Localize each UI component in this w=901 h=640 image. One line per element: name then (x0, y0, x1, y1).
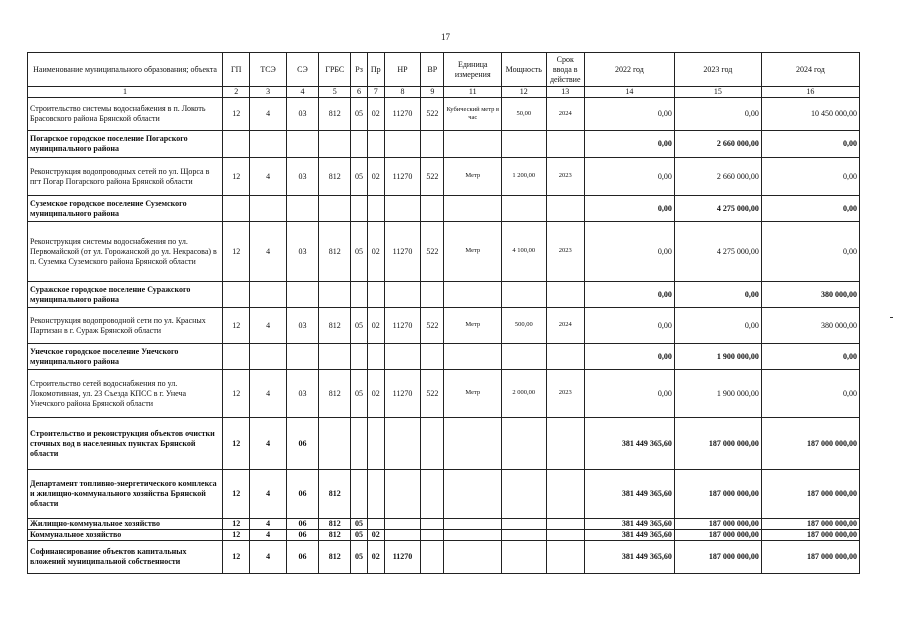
cell-name: Реконструкция водопроводной сети по ул. Красных Партизан в г. Сураж Брянской области (28, 308, 223, 344)
cell-y2023: 1 900 000,00 (674, 344, 761, 370)
cell-term: 2024 (546, 98, 584, 131)
header-grbs: ГРБС (319, 53, 351, 87)
table-row (28, 308, 860, 344)
cell-y2023: 187 000 000,00 (674, 470, 761, 519)
cell-rz: 05 (351, 222, 367, 282)
cell-nr (384, 530, 420, 541)
cell-pr (367, 418, 384, 470)
cell-term: 2023 (546, 158, 584, 196)
cell-vr (421, 530, 444, 541)
cell-nr (384, 282, 420, 308)
cell-rz (351, 344, 367, 370)
column-number-name: 1 (28, 87, 223, 98)
cell-rz: 05 (351, 541, 367, 574)
cell-term (546, 131, 584, 158)
column-number-gp: 2 (223, 87, 250, 98)
cell-tse: 4 (250, 98, 286, 131)
cell-pr: 02 (367, 158, 384, 196)
cell-gp: 12 (223, 222, 250, 282)
cell-pr: 02 (367, 308, 384, 344)
cell-vr: 522 (421, 158, 444, 196)
cell-pr: 02 (367, 98, 384, 131)
cell-tse: 4 (250, 418, 286, 470)
cell-name: Реконструкция системы водоснабжения по ул. Первомайской (от ул. Горожанской до ул. Некрасова) в п. Суземка Суземского района Брянской области (28, 222, 223, 282)
cell-name: Унечское городское поселение Унечского муниципального района (28, 344, 223, 370)
cell-tse (250, 344, 286, 370)
table-row (28, 370, 860, 418)
cell-capacity (502, 131, 546, 158)
cell-grbs: 812 (319, 222, 351, 282)
cell-y2024: 0,00 (761, 370, 859, 418)
cell-term (546, 530, 584, 541)
cell-term (546, 418, 584, 470)
cell-se (286, 131, 318, 158)
cell-gp: 12 (223, 158, 250, 196)
cell-nr: 11270 (384, 541, 420, 574)
cell-y2022: 381 449 365,60 (584, 470, 674, 519)
cell-se: 03 (286, 308, 318, 344)
cell-nr (384, 131, 420, 158)
cell-grbs (319, 196, 351, 222)
cell-y2023: 4 275 000,00 (674, 222, 761, 282)
table-row (28, 530, 860, 541)
cell-nr: 11270 (384, 370, 420, 418)
cell-se: 06 (286, 541, 318, 574)
cell-pr (367, 344, 384, 370)
cell-tse: 4 (250, 308, 286, 344)
cell-tse (250, 282, 286, 308)
cell-rz: 05 (351, 370, 367, 418)
cell-gp: 12 (223, 541, 250, 574)
cell-rz: 05 (351, 98, 367, 131)
cell-y2022: 0,00 (584, 282, 674, 308)
cell-gp: 12 (223, 308, 250, 344)
cell-y2024: 0,00 (761, 131, 859, 158)
cell-capacity: 1 200,00 (502, 158, 546, 196)
cell-nr: 11270 (384, 98, 420, 131)
cell-grbs (319, 282, 351, 308)
cell-pr: 02 (367, 530, 384, 541)
table-row (28, 98, 860, 131)
cell-pr (367, 519, 384, 530)
cell-gp: 12 (223, 519, 250, 530)
cell-tse: 4 (250, 158, 286, 196)
cell-vr (421, 344, 444, 370)
cell-name: Софинансирование объектов капитальных вложений муниципальной собственности (28, 541, 223, 574)
cell-se: 03 (286, 222, 318, 282)
cell-y2024: 380 000,00 (761, 282, 859, 308)
cell-name: Строительство системы водоснабжения в п. Локоть Брасовского района Брянской области (28, 98, 223, 131)
column-number-nr: 8 (384, 87, 420, 98)
cell-unit: Метр (444, 222, 502, 282)
cell-y2022: 381 449 365,60 (584, 541, 674, 574)
cell-tse: 4 (250, 541, 286, 574)
cell-grbs (319, 131, 351, 158)
cell-unit (444, 282, 502, 308)
cell-nr (384, 470, 420, 519)
cell-y2024: 0,00 (761, 158, 859, 196)
cell-vr (421, 541, 444, 574)
header-capacity: Мощность (502, 53, 546, 87)
cell-name: Погарское городское поселение Погарского муниципального района (28, 131, 223, 158)
cell-y2024: 10 450 000,00 (761, 98, 859, 131)
cell-se (286, 344, 318, 370)
column-number-y2023: 15 (674, 87, 761, 98)
cell-y2022: 381 449 365,60 (584, 530, 674, 541)
cell-pr: 02 (367, 541, 384, 574)
header-rz: Рз (351, 53, 367, 87)
cell-y2024: 380 000,00 (761, 308, 859, 344)
cell-grbs (319, 418, 351, 470)
cell-pr: 02 (367, 370, 384, 418)
cell-name: Строительство сетей водоснабжения по ул. Локомотивная, ул. 23 Съезда КПСС в г. Унеча Унечского района Брянской области (28, 370, 223, 418)
cell-rz: 05 (351, 308, 367, 344)
table-row (28, 344, 860, 370)
cell-gp: 12 (223, 370, 250, 418)
cell-y2023: 187 000 000,00 (674, 519, 761, 530)
cell-se: 06 (286, 470, 318, 519)
header-unit: Единица измерения (444, 53, 502, 87)
cell-term: 2023 (546, 370, 584, 418)
cell-term (546, 196, 584, 222)
cell-y2022: 0,00 (584, 131, 674, 158)
cell-capacity (502, 282, 546, 308)
table-row (28, 282, 860, 308)
cell-y2022: 381 449 365,60 (584, 519, 674, 530)
cell-grbs: 812 (319, 530, 351, 541)
cell-tse: 4 (250, 370, 286, 418)
cell-vr (421, 196, 444, 222)
cell-se: 06 (286, 418, 318, 470)
cell-term (546, 519, 584, 530)
cell-y2022: 0,00 (584, 370, 674, 418)
column-number-unit: 11 (444, 87, 502, 98)
cell-nr (384, 418, 420, 470)
cell-y2024: 0,00 (761, 344, 859, 370)
cell-unit (444, 541, 502, 574)
column-number-se: 4 (286, 87, 318, 98)
cell-unit (444, 418, 502, 470)
cell-unit: Метр (444, 308, 502, 344)
cell-pr (367, 470, 384, 519)
table-row (28, 470, 860, 519)
cell-vr (421, 519, 444, 530)
cell-pr (367, 196, 384, 222)
header-nr: НР (384, 53, 420, 87)
cell-name: Суражское городское поселение Суражского муниципального района (28, 282, 223, 308)
cell-y2023: 187 000 000,00 (674, 418, 761, 470)
cell-tse: 4 (250, 222, 286, 282)
cell-rz (351, 131, 367, 158)
header-name: Наименование муниципального образования; объекта (28, 53, 223, 87)
cell-y2024: 187 000 000,00 (761, 418, 859, 470)
cell-gp: 12 (223, 470, 250, 519)
cell-nr (384, 196, 420, 222)
cell-rz (351, 282, 367, 308)
header-tse: ТСЭ (250, 53, 286, 87)
column-number-term: 13 (546, 87, 584, 98)
cell-rz: 05 (351, 530, 367, 541)
cell-unit (444, 344, 502, 370)
cell-rz (351, 418, 367, 470)
cell-name: Реконструкция водопроводных сетей по ул. Щорса в пгт Погар Погарского района Брянской области (28, 158, 223, 196)
cell-se: 03 (286, 158, 318, 196)
cell-vr: 522 (421, 308, 444, 344)
cell-nr: 11270 (384, 158, 420, 196)
cell-se: 06 (286, 519, 318, 530)
cell-rz: 05 (351, 519, 367, 530)
header-gp: ГП (223, 53, 250, 87)
cell-gp (223, 196, 250, 222)
cell-term (546, 470, 584, 519)
budget-table (27, 52, 860, 574)
cell-nr (384, 344, 420, 370)
cell-tse: 4 (250, 519, 286, 530)
column-number-row (28, 87, 860, 98)
cell-nr: 11270 (384, 222, 420, 282)
table-row (28, 222, 860, 282)
table-row (28, 131, 860, 158)
cell-unit (444, 519, 502, 530)
cell-y2023: 187 000 000,00 (674, 530, 761, 541)
cell-term (546, 541, 584, 574)
header-y2022: 2022 год (584, 53, 674, 87)
cell-capacity (502, 196, 546, 222)
cell-y2023: 4 275 000,00 (674, 196, 761, 222)
cell-nr: 11270 (384, 308, 420, 344)
cell-rz: 05 (351, 158, 367, 196)
table-row (28, 519, 860, 530)
cell-tse (250, 131, 286, 158)
cell-capacity (502, 418, 546, 470)
cell-y2022: 0,00 (584, 98, 674, 131)
cell-gp: 12 (223, 418, 250, 470)
cell-y2024: 187 000 000,00 (761, 470, 859, 519)
cell-grbs: 812 (319, 541, 351, 574)
cell-y2024: 187 000 000,00 (761, 519, 859, 530)
cell-name: Суземское городское поселение Суземского муниципального района (28, 196, 223, 222)
cell-name: Строительство и реконструкция объектов очистки сточных вод в населенных пунктах Брянской области (28, 418, 223, 470)
cell-grbs (319, 344, 351, 370)
cell-pr (367, 282, 384, 308)
cell-vr (421, 282, 444, 308)
cell-y2022: 381 449 365,60 (584, 418, 674, 470)
page-number: 17 (441, 32, 450, 42)
table-row (28, 541, 860, 574)
cell-grbs: 812 (319, 308, 351, 344)
cell-y2022: 0,00 (584, 222, 674, 282)
cell-unit (444, 470, 502, 519)
cell-tse (250, 196, 286, 222)
column-number-y2022: 14 (584, 87, 674, 98)
cell-vr (421, 418, 444, 470)
cell-unit (444, 530, 502, 541)
cell-capacity (502, 519, 546, 530)
cell-rz (351, 470, 367, 519)
cell-y2024: 0,00 (761, 222, 859, 282)
cell-unit: Кубический метр в час (444, 98, 502, 131)
header-y2024: 2024 год (761, 53, 859, 87)
cell-grbs: 812 (319, 470, 351, 519)
cell-y2022: 0,00 (584, 196, 674, 222)
cell-unit (444, 131, 502, 158)
cell-grbs: 812 (319, 98, 351, 131)
cell-capacity: 4 100,00 (502, 222, 546, 282)
cell-capacity: 500,00 (502, 308, 546, 344)
cell-gp: 12 (223, 530, 250, 541)
cell-term: 2024 (546, 308, 584, 344)
cell-capacity (502, 530, 546, 541)
cell-name: Департамент топливно-энергетического комплекса и жилищно-коммунального хозяйства Брянской области (28, 470, 223, 519)
cell-y2023: 0,00 (674, 308, 761, 344)
cell-unit (444, 196, 502, 222)
cell-se: 03 (286, 98, 318, 131)
header-pr: Пр (367, 53, 384, 87)
cell-capacity (502, 541, 546, 574)
cell-unit: Метр (444, 370, 502, 418)
cell-pr: 02 (367, 222, 384, 282)
cell-y2023: 2 660 000,00 (674, 158, 761, 196)
cell-term: 2023 (546, 222, 584, 282)
cell-capacity: 50,00 (502, 98, 546, 131)
column-number-tse: 3 (250, 87, 286, 98)
cell-y2024: 0,00 (761, 196, 859, 222)
cell-se (286, 196, 318, 222)
header-se: СЭ (286, 53, 318, 87)
header-row (28, 53, 860, 87)
cell-y2023: 0,00 (674, 98, 761, 131)
cell-tse: 4 (250, 470, 286, 519)
cell-gp (223, 344, 250, 370)
table-row (28, 418, 860, 470)
header-vr: ВР (421, 53, 444, 87)
cell-vr (421, 131, 444, 158)
cell-gp (223, 131, 250, 158)
cell-grbs: 812 (319, 158, 351, 196)
cell-y2022: 0,00 (584, 344, 674, 370)
cell-term (546, 282, 584, 308)
cell-nr (384, 519, 420, 530)
cell-se: 06 (286, 530, 318, 541)
table-row (28, 158, 860, 196)
cell-vr (421, 470, 444, 519)
cell-y2024: 187 000 000,00 (761, 530, 859, 541)
cell-capacity (502, 470, 546, 519)
cell-y2024: 187 000 000,00 (761, 541, 859, 574)
cell-se (286, 282, 318, 308)
cell-capacity (502, 344, 546, 370)
cell-gp (223, 282, 250, 308)
cell-vr: 522 (421, 222, 444, 282)
cell-y2023: 0,00 (674, 282, 761, 308)
cell-unit: Метр (444, 158, 502, 196)
cell-y2023: 187 000 000,00 (674, 541, 761, 574)
column-number-vr: 9 (421, 87, 444, 98)
cell-capacity: 2 000,00 (502, 370, 546, 418)
header-term: Срок ввода в действие (546, 53, 584, 87)
cell-tse: 4 (250, 530, 286, 541)
header-y2023: 2023 год (674, 53, 761, 87)
cell-name: Жилищно-коммунальное хозяйство (28, 519, 223, 530)
cell-rz (351, 196, 367, 222)
column-number-grbs: 5 (319, 87, 351, 98)
column-number-y2024: 16 (761, 87, 859, 98)
cell-y2022: 0,00 (584, 158, 674, 196)
cell-gp: 12 (223, 98, 250, 131)
cell-se: 03 (286, 370, 318, 418)
cell-y2022: 0,00 (584, 308, 674, 344)
cell-y2023: 2 660 000,00 (674, 131, 761, 158)
cell-name: Коммунальное хозяйство (28, 530, 223, 541)
scan-speck (890, 317, 893, 318)
cell-y2023: 1 900 000,00 (674, 370, 761, 418)
cell-grbs: 812 (319, 519, 351, 530)
column-number-capacity: 12 (502, 87, 546, 98)
table-row (28, 196, 860, 222)
column-number-pr: 7 (367, 87, 384, 98)
cell-term (546, 344, 584, 370)
cell-grbs: 812 (319, 370, 351, 418)
cell-vr: 522 (421, 370, 444, 418)
cell-pr (367, 131, 384, 158)
column-number-rz: 6 (351, 87, 367, 98)
cell-vr: 522 (421, 98, 444, 131)
